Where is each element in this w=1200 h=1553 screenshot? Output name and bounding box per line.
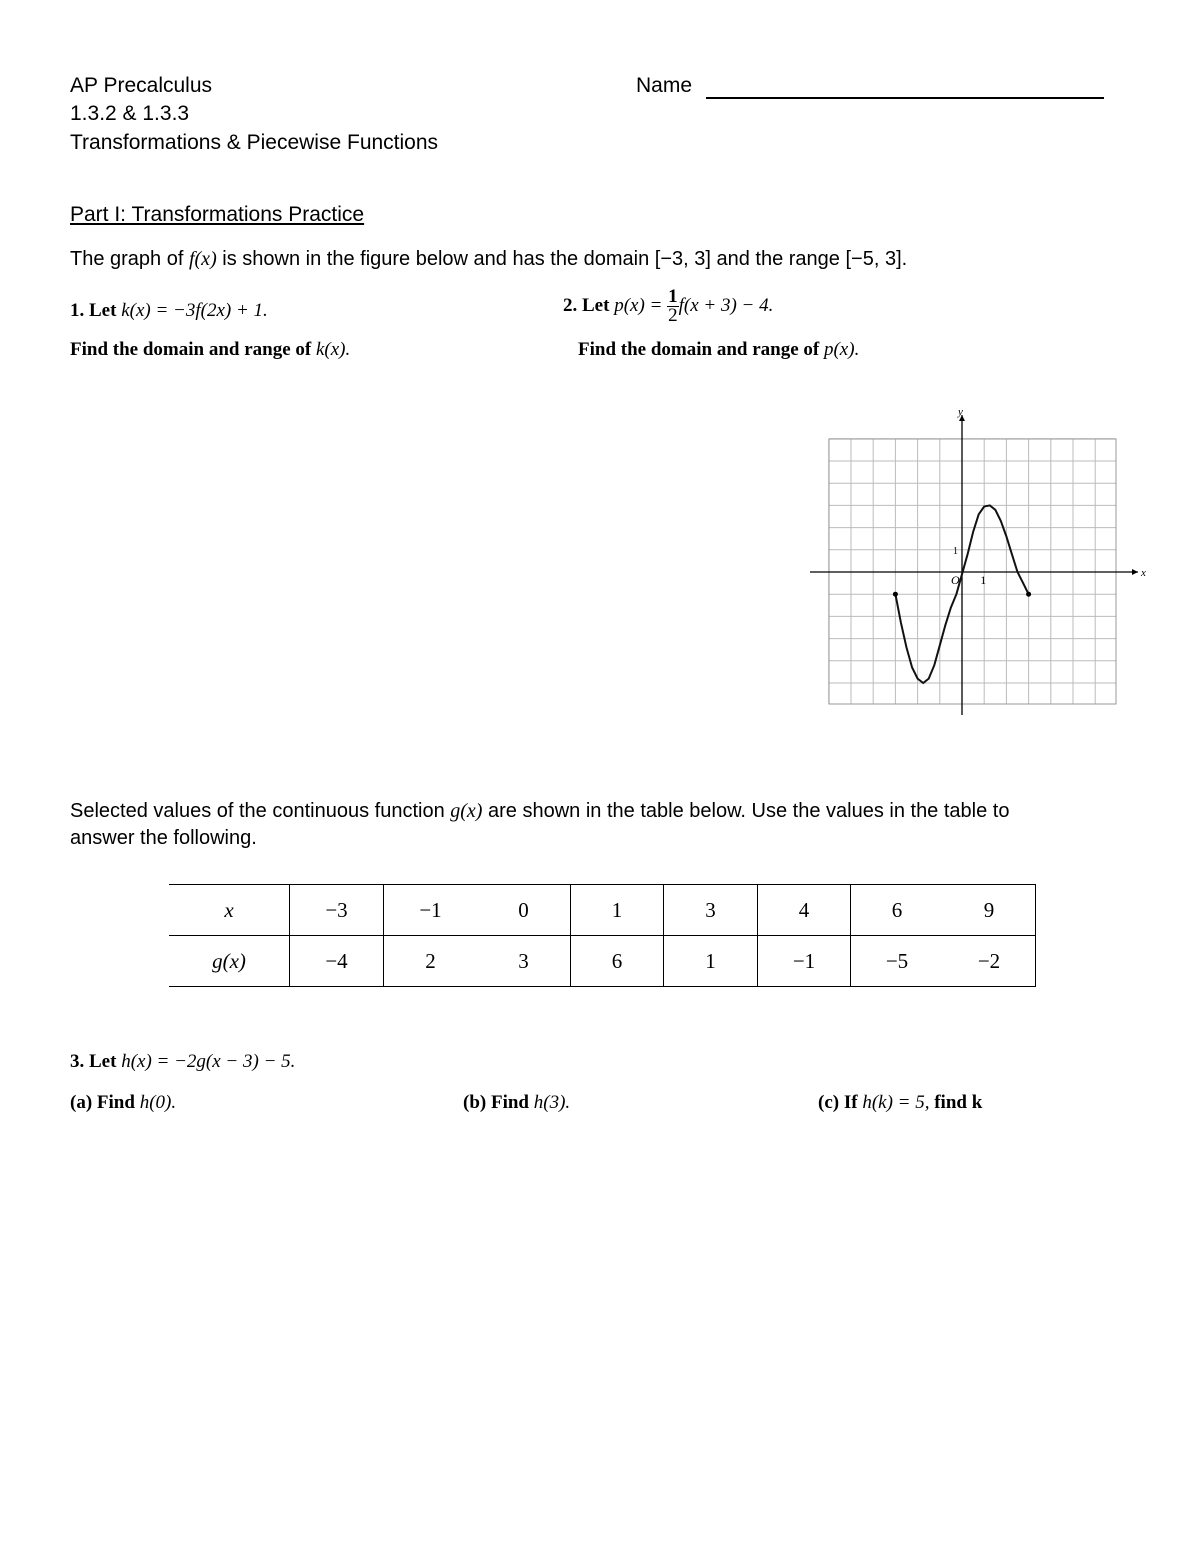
g-cell: −4	[290, 936, 384, 987]
x-cell: −3	[290, 885, 384, 936]
question-3b: (b) Find h(3).	[463, 1092, 571, 1113]
name-label: Name	[636, 74, 693, 97]
y-tick-label: 1	[953, 545, 958, 557]
fraction: $\frac{1}{2}$	[668, 286, 678, 326]
table-intro-line2: answer the following.	[70, 827, 257, 849]
x-axis-arrow	[1132, 569, 1138, 575]
question-2: 2. Let p(x) = $\frac{1}{2}$ f(x + 3) − 4.	[563, 286, 774, 326]
x-cell: 9	[943, 885, 1036, 936]
g-cell: 3	[477, 936, 571, 987]
question-3: 3. Let h(x) = −2g(x − 3) − 5.	[70, 1051, 296, 1072]
y-axis-label: y	[958, 406, 963, 418]
course-title: AP Precalculus	[70, 74, 213, 97]
g-cell: 1	[664, 936, 758, 987]
part-title: Part I: Transformations Practice	[70, 203, 365, 226]
g-cell: −5	[851, 936, 944, 987]
origin-label: O	[951, 573, 960, 587]
table-row-g	[169, 936, 1036, 987]
x-cell: −1	[384, 885, 478, 936]
question-3c: (c) If h(k) = 5, find k	[818, 1092, 983, 1113]
function-graph	[805, 405, 1150, 720]
question-2-task: Find the domain and range of p(x).	[578, 339, 860, 360]
g-cell: 6	[571, 936, 664, 987]
question-1-task: Find the domain and range of k(x).	[70, 339, 351, 360]
topic-title: Transformations & Piecewise Functions	[70, 131, 439, 154]
g-values-table	[169, 884, 1036, 987]
x-cell: 4	[758, 885, 851, 936]
x-cell: 3	[664, 885, 758, 936]
x-cell: 0	[477, 885, 571, 936]
graph-axes	[810, 415, 1138, 715]
curve-end-point	[1026, 592, 1031, 597]
g-cell: −2	[943, 936, 1036, 987]
row-header-g: g(x)	[169, 936, 290, 987]
row-header-x: x	[169, 885, 290, 936]
curve-start-point	[893, 592, 898, 597]
x-cell: 6	[851, 885, 944, 936]
question-3a: (a) Find h(0).	[70, 1092, 177, 1113]
question-1: 1. Let k(x) = −3f(2x) + 1.	[70, 300, 268, 321]
lesson-number: 1.3.2 & 1.3.3	[70, 102, 190, 125]
x-axis-label: x	[1141, 567, 1146, 579]
x-tick-label: 1	[980, 573, 987, 587]
g-cell: 2	[384, 936, 478, 987]
table-intro: Selected values of the continuous function g(x) are shown in the table below. Use the values in the table to	[70, 800, 1010, 822]
name-blank-line[interactable]	[706, 97, 1104, 99]
part-intro: The graph of f(x) is shown in the figure below and has the domain [−3, 3] and the range [−5, 3].	[70, 248, 908, 270]
g-cell: −1	[758, 936, 851, 987]
table-row-x	[169, 885, 1036, 936]
x-cell: 1	[571, 885, 664, 936]
